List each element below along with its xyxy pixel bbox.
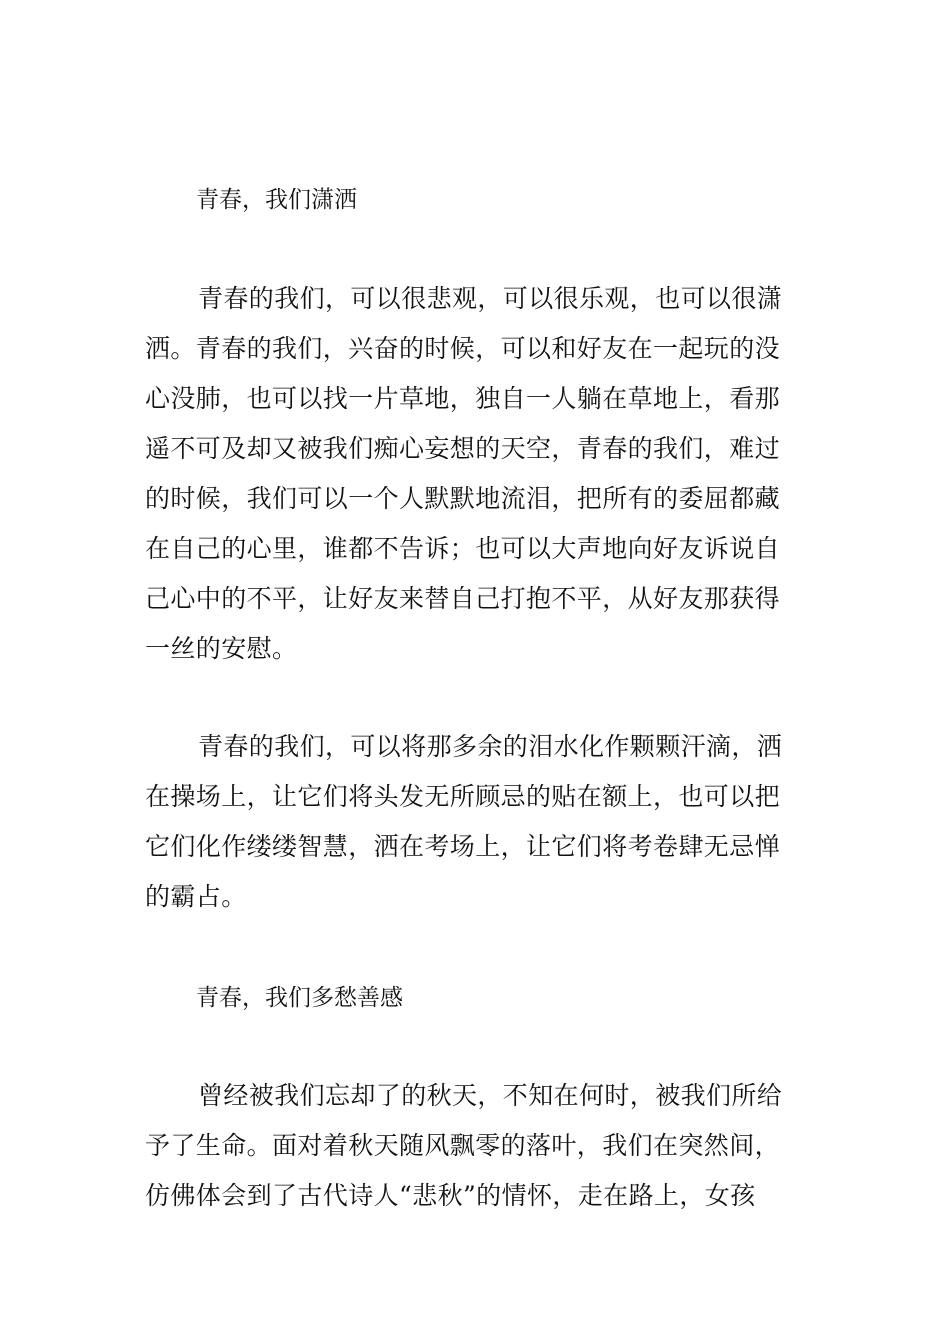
paragraph-line: 的时候，我们可以一个人默默地流泪，把所有的委屈都藏	[145, 484, 781, 513]
paragraph-line: 仿佛体会到了古代诗人“悲秋”的情怀，走在路上，女孩	[145, 1181, 756, 1210]
paragraph-line: 心没肺，也可以找一片草地，独自一人躺在草地上，看那	[145, 384, 781, 413]
paragraph-line: 遥不可及却又被我们痴心妄想的天空，青春的我们，难过	[145, 434, 781, 463]
paragraph-2	[145, 722, 807, 922]
paragraph-1	[145, 274, 807, 674]
section-heading-2: 青春，我们多愁善感	[196, 985, 403, 1011]
paragraph-line: 在自己的心里，谁都不告诉；也可以大声地向好友诉说自	[145, 534, 781, 563]
paragraph-3	[145, 1071, 807, 1221]
paragraph-line: 洒。青春的我们，兴奋的时候，可以和好友在一起玩的没	[145, 334, 781, 363]
paragraph-line: 曾经被我们忘却了的秋天，不知在何时，被我们所给	[198, 1081, 783, 1110]
section-heading-1: 青春，我们潇洒	[196, 187, 357, 213]
paragraph-line: 己心中的不平，让好友来替自己打抱不平，从好友那获得	[145, 584, 781, 613]
paragraph-line: 青春的我们，可以很悲观，可以很乐观，也可以很潇	[198, 284, 783, 313]
paragraph-line: 的霸占。	[145, 882, 247, 911]
paragraph-line: 在操场上，让它们将头发无所顾忌的贴在额上，也可以把	[145, 782, 781, 811]
paragraph-line: 青春的我们，可以将那多余的泪水化作颗颗汗滴，洒	[198, 732, 783, 761]
paragraph-line: 它们化作缕缕智慧，洒在考场上，让它们将考卷肆无忌惮	[145, 832, 781, 861]
paragraph-line: 一丝的安慰。	[145, 634, 298, 663]
paragraph-line: 予了生命。面对着秋天随风飘零的落叶，我们在突然间，	[145, 1131, 781, 1160]
